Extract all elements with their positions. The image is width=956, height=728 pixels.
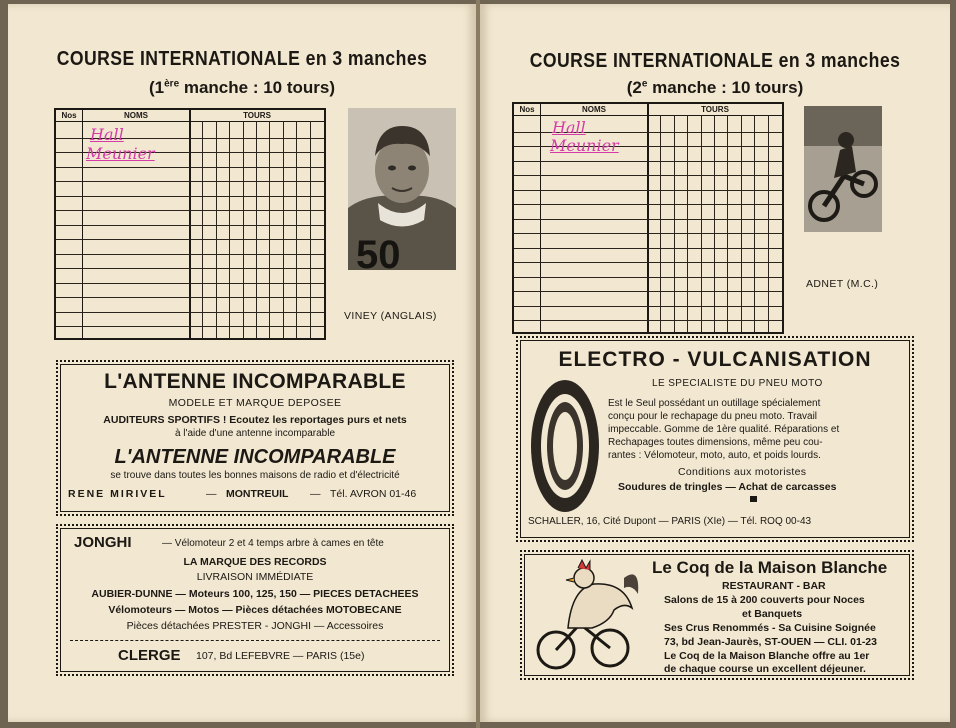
tour-column-line: [269, 121, 270, 338]
svg-text:50: 50: [356, 233, 401, 270]
electro-offer: Soudures de tringles — Achat de carcasses: [618, 481, 837, 493]
rider-portrait-photo: [348, 108, 456, 270]
table-row-line: [56, 268, 324, 269]
antenne-line4: se trouve dans toutes les bonnes maisons de radio et d'électricité: [110, 470, 400, 481]
antenne-title: L'ANTENNE INCOMPARABLE: [104, 370, 406, 393]
table-row-line: [514, 277, 782, 278]
antenne-sep2: —: [310, 488, 321, 500]
left-title: COURSE INTERNATIONALE en 3 manches: [56, 48, 428, 70]
left-score-table: [54, 108, 326, 340]
antenne-footer-tel: Tél. AVRON 01-46: [330, 488, 417, 500]
tour-column-line: [741, 115, 742, 332]
table-row-line: [514, 306, 782, 307]
table-row-line: [56, 297, 324, 298]
tour-column-line: [256, 121, 257, 338]
table-row-line: [514, 219, 782, 220]
coq-line7: de chaque course un excellent déjeuner.: [664, 663, 866, 675]
table-row-line: [514, 204, 782, 205]
jonghi-line6: Pièces détachées PRESTER - JONGHI — Accessoires: [126, 620, 384, 632]
antenne-line2: AUDITEURS SPORTIFS ! Ecoutez les reportages purs et nets: [103, 414, 407, 426]
tour-column-line: [296, 121, 297, 338]
antenne-line1: MODELE ET MARQUE DEPOSEE: [168, 397, 342, 409]
left-col-noms: NOMS: [83, 110, 189, 122]
coq-title: Le Coq de la Maison Blanche: [652, 558, 888, 577]
jonghi-line2: LA MARQUE DES RECORDS: [183, 556, 327, 568]
jonghi-line3: LIVRAISON IMMÉDIATE: [196, 571, 314, 583]
jonghi-line1: — Vélomoteur 2 et 4 temps arbre à cames en tête: [162, 538, 384, 549]
right-subtitle-rest: manche : 10 tours): [647, 78, 804, 97]
rooster-motorcycle-illustration: [528, 558, 644, 680]
table-row-line: [514, 262, 782, 263]
right-subtitle-prefix: (2: [626, 78, 642, 97]
right-hand-name-1: Hall: [552, 118, 586, 137]
left-photo-caption: VINEY (ANGLAIS): [344, 310, 437, 322]
electro-subtitle: LE SPECIALISTE DU PNEU MOTO: [652, 378, 823, 389]
table-row-line: [56, 181, 324, 182]
table-row-line: [514, 320, 782, 321]
right-subtitle: [480, 78, 950, 98]
right-hand-name-2: Meunier: [550, 136, 619, 155]
antenne-sep1: —: [206, 488, 217, 500]
antenne-advert: [56, 360, 454, 516]
table-row-line: [56, 254, 324, 255]
left-page: [8, 4, 476, 722]
coq-line2: Salons de 15 à 200 couverts pour Noces: [664, 594, 865, 606]
table-row-line: [56, 225, 324, 226]
coq-advert: [520, 550, 914, 680]
table-row-line: [514, 175, 782, 176]
table-row-line: [56, 210, 324, 211]
tour-column-line: [660, 115, 661, 332]
right-col-nos: Nos: [514, 104, 540, 116]
tour-column-line: [768, 115, 769, 332]
electro-body-2: conçu pour le rechapage du pneu moto. Travail: [608, 411, 818, 422]
left-subtitle: [8, 78, 476, 98]
tire-illustration: [526, 376, 604, 516]
tour-column-line: [701, 115, 702, 332]
right-score-table: [512, 102, 784, 334]
coq-line5: 73, bd Jean-Jaurès, ST-OUEN — CLI. 01-23: [664, 636, 877, 648]
jonghi-line5: Vélomoteurs — Motos — Pièces détachées MOTOBECANE: [108, 604, 402, 616]
rider-motorcycle-image: [804, 106, 882, 232]
tour-column-line: [283, 121, 284, 338]
right-page: [480, 4, 950, 722]
coq-line3: et Banquets: [742, 608, 803, 620]
jonghi-brand: JONGHI: [74, 534, 132, 551]
table-row-line: [56, 312, 324, 313]
antenne-title2: L'ANTENNE INCOMPARABLE: [114, 446, 396, 468]
tour-column-line: [687, 115, 688, 332]
tour-column-line: [674, 115, 675, 332]
electro-body-5: rantes : Vélomoteur, moto, auto, et poids lourds.: [608, 450, 821, 461]
left-subtitle-sup: ère: [164, 78, 180, 90]
table-row-line: [56, 239, 324, 240]
jonghi-advert: [56, 524, 454, 676]
antenne-line3: à l'aide d'une antenne incomparable: [174, 428, 336, 439]
electro-body-4: Rechapages toutes dimensions, même peu cou-: [608, 437, 823, 448]
left-col-tours: TOURS: [190, 110, 324, 122]
table-row-line: [56, 196, 324, 197]
tour-column-line: [310, 121, 311, 338]
coq-line6: Le Coq de la Maison Blanche offre au 1er: [664, 650, 870, 662]
table-row-line: [56, 283, 324, 284]
left-hand-name-2: Meunier: [86, 144, 155, 163]
jonghi-footer-addr: 107, Bd LEFEBVRE — PARIS (15e): [196, 650, 365, 662]
electro-conditions: Conditions aux motoristes: [678, 466, 807, 478]
left-subtitle-rest: manche : 10 tours): [179, 78, 335, 97]
table-row-line: [514, 161, 782, 162]
table-row-line: [514, 233, 782, 234]
rider-portrait-image: [348, 108, 456, 270]
coq-line1: RESTAURANT - BAR: [722, 580, 826, 592]
tour-column-line: [229, 121, 230, 338]
right-title: COURSE INTERNATIONALE en 3 manches: [529, 50, 901, 72]
tour-column-line: [754, 115, 755, 332]
table-row-line: [514, 248, 782, 249]
table-row-line: [514, 190, 782, 191]
tour-column-line: [202, 121, 203, 338]
left-subtitle-prefix: (1: [148, 78, 165, 97]
electro-footer: SCHALLER, 16, Cité Dupont — PARIS (XIe) — Tél. ROQ 00-43: [528, 516, 812, 527]
table-row-line: [56, 167, 324, 168]
left-hand-name-1: Hall: [90, 125, 124, 144]
right-subtitle-sup: e: [641, 78, 648, 90]
tour-column-line: [727, 115, 728, 332]
tour-column-line: [714, 115, 715, 332]
coq-line4: Ses Crus Renommés - Sa Cuisine Soignée: [664, 622, 876, 634]
jonghi-line4: AUBIER-DUNNE — Moteurs 100, 125, 150 — PIECES DETACHEES: [91, 588, 419, 600]
table-row-line: [56, 326, 324, 327]
jonghi-footer-name: CLERGE: [118, 647, 181, 664]
table-row-line: [514, 291, 782, 292]
left-col-nos: Nos: [56, 110, 82, 122]
right-col-tours: TOURS: [648, 104, 782, 116]
right-col-noms: NOMS: [541, 104, 647, 116]
electro-body-1: Est le Seul possédant un outillage spécialement: [608, 398, 821, 409]
jonghi-divider: [70, 640, 440, 641]
tour-column-line: [216, 121, 217, 338]
rider-motorcycle-photo: [804, 106, 882, 232]
antenne-footer-name: RENE MIRIVEL: [68, 488, 167, 500]
tour-column-line: [243, 121, 244, 338]
electro-advert: [516, 336, 914, 542]
electro-title: ELECTRO - VULCANISATION: [558, 348, 872, 371]
electro-body-3: impeccable. Gomme de 1ère qualité. Réparations et: [608, 424, 840, 435]
right-photo-caption: ADNET (M.C.): [806, 278, 879, 290]
antenne-footer-city: MONTREUIL: [226, 488, 289, 500]
electro-bullet: [750, 496, 757, 502]
